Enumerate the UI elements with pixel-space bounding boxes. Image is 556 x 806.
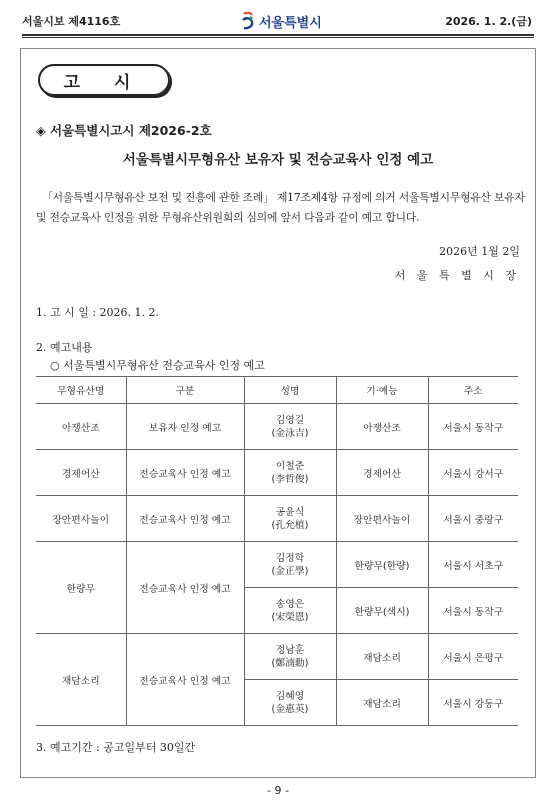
cell-skill: 장안편사놀이	[336, 496, 428, 542]
header-heritage: 무형유산명	[36, 377, 126, 404]
cell-address: 서울시 서초구	[428, 542, 518, 588]
cell-skill: 재담소리	[336, 634, 428, 680]
person-name: 김정학	[275, 552, 305, 564]
header-rule-thin	[22, 37, 534, 38]
notice-date-item: 1. 고 시 일 : 2026. 1. 2.	[36, 306, 160, 319]
header-category: 구분	[126, 377, 244, 404]
cell-category: 전승교육사 인정 예고	[126, 496, 244, 542]
cell-category: 전승교육사 인정 예고	[126, 634, 244, 726]
cell-address: 서울시 중랑구	[428, 496, 518, 542]
table-row	[36, 634, 518, 680]
person-name: 김혜영	[275, 690, 305, 702]
issue-date: 2026. 1. 2.(금)	[445, 15, 532, 28]
cell-heritage: 장안편사놀이	[36, 496, 126, 542]
cell-heritage: 아쟁산조	[36, 404, 126, 450]
cell-name	[244, 404, 336, 450]
cell-name	[244, 450, 336, 496]
person-hanja: (金惠英)	[271, 703, 309, 715]
cell-skill: 한량무(색시)	[336, 588, 428, 634]
content-subitem: ○ 서울특별시무형유산 전승교육사 인정 예고	[50, 359, 265, 372]
notice-body: 「서울특별시무형유산 보전 및 진흥에 관한 조례」 제17조제4항 규정에 의거 서울특별시무형유산 보유자 및 전승교육사 인정을 위한 무형유산위원회의 심의에 앞서 다음과 같이 예고 합니다.	[36, 191, 525, 224]
notice-issuer: 서 울 특 별 시 장	[394, 269, 520, 282]
person-name: 송영은	[275, 598, 305, 610]
cell-skill: 아쟁산조	[336, 404, 428, 450]
cell-name	[244, 496, 336, 542]
cell-category: 전승교육사 인정 예고	[126, 450, 244, 496]
cell-heritage: 재담소리	[36, 634, 126, 726]
person-hanja: (鄭湳勳)	[271, 657, 309, 669]
table-row	[36, 496, 518, 542]
page-number: - 9 -	[267, 784, 289, 797]
person-name: 이철준	[275, 460, 305, 472]
person-name: 정남훈	[275, 644, 305, 656]
header-name: 성명	[244, 377, 336, 404]
cell-address: 서울시 강서구	[428, 450, 518, 496]
header-skill: 기·예능	[336, 377, 428, 404]
person-hanja: (宋榮恩)	[271, 611, 309, 623]
period-item: 3. 예고기간 : 공고일부터 30일간	[36, 741, 196, 754]
cell-category: 보유자 인정 예고	[126, 404, 244, 450]
cell-name	[244, 680, 336, 726]
cell-address: 서울시 동작구	[428, 404, 518, 450]
cell-name	[244, 588, 336, 634]
table-row	[36, 404, 518, 450]
header-rule	[22, 34, 534, 36]
seoul-logo	[240, 10, 322, 32]
cell-address: 서울시 동작구	[428, 588, 518, 634]
cell-name	[244, 634, 336, 680]
page-header	[22, 10, 532, 32]
cell-skill: 한량무(한량)	[336, 542, 428, 588]
person-name: 공윤식	[275, 506, 305, 518]
cell-address: 서울시 강동구	[428, 680, 518, 726]
logo-text: 서울특별시	[259, 15, 322, 31]
cell-name	[244, 542, 336, 588]
cell-skill: 경제어산	[336, 450, 428, 496]
cell-skill: 재담소리	[336, 680, 428, 726]
cell-category: 전승교육사 인정 예고	[126, 542, 244, 634]
table-header-row	[36, 377, 518, 404]
designation-table	[36, 376, 518, 726]
cell-heritage: 경제어산	[36, 450, 126, 496]
table-row	[36, 450, 518, 496]
seoul-logo-icon	[240, 12, 256, 30]
person-name: 김영길	[275, 414, 305, 426]
cell-heritage: 한량무	[36, 542, 126, 634]
cell-address: 서울시 은평구	[428, 634, 518, 680]
notice-date: 2026년 1월 2일	[439, 245, 520, 258]
person-hanja: (孔允植)	[271, 519, 309, 531]
person-hanja: (李哲俊)	[271, 473, 309, 485]
person-hanja: (金正學)	[271, 565, 309, 577]
table-row	[36, 542, 518, 588]
header-address: 주소	[428, 377, 518, 404]
person-hanja: (金泳吉)	[271, 427, 309, 439]
notice-title: 서울특별시무형유산 보유자 및 전승교육사 인정 예고	[122, 152, 434, 168]
gazette-number: 서울시보 제4116호	[22, 15, 121, 28]
notice-label: 고 시	[38, 64, 170, 96]
content-item: 2. 예고내용	[36, 341, 93, 354]
notice-number: ◈ 서울특별시고시 제2026-2호	[36, 123, 212, 138]
